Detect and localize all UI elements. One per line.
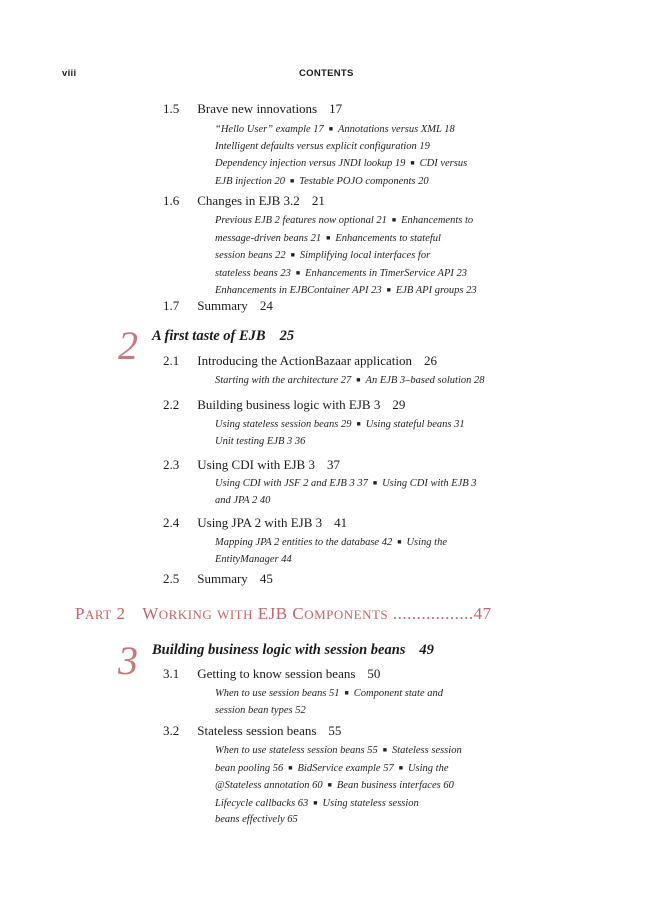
chapter-page: 25 bbox=[279, 328, 295, 344]
toc-section-1-5[interactable] bbox=[163, 100, 342, 118]
bullet-icon: ■ bbox=[391, 216, 397, 224]
toc-subtopics-2-4: Mapping JPA 2 entities to the database 42 ■ Using the EntityManager 44 bbox=[215, 537, 447, 565]
toc-section-2-5[interactable] bbox=[163, 570, 273, 588]
section-page: 37 bbox=[326, 457, 340, 472]
chapter-title: A first taste of EJB bbox=[152, 328, 266, 344]
section-page: 21 bbox=[311, 193, 325, 208]
section-page: 17 bbox=[329, 101, 343, 116]
toc-section-1-7[interactable] bbox=[163, 297, 273, 315]
toc-subtopics-1-6: Previous EJB 2 features now optional 21 ■ Enhancements to message-driven beans 21 ■ Enhancements to stateful session beans 22 ■ Simplifying local interfaces for stateless beans 23 ■ Enhancements in TimerService API 23 Enhancements in EJBContainer API 23 ■ EJB API groups 23 bbox=[215, 215, 477, 296]
section-number: 2.3 bbox=[163, 457, 180, 472]
toc-section-2-4[interactable] bbox=[163, 514, 347, 532]
section-number: 1.5 bbox=[163, 101, 180, 116]
toc-chapter-3[interactable] bbox=[152, 641, 434, 659]
section-page: 29 bbox=[392, 397, 406, 412]
section-number: 3.2 bbox=[163, 723, 180, 738]
section-page: 45 bbox=[259, 571, 273, 586]
toc-section-2-2[interactable] bbox=[163, 396, 405, 414]
section-title: Summary bbox=[197, 571, 248, 586]
bullet-icon: ■ bbox=[313, 798, 318, 807]
section-title: Changes in EJB 3.2 bbox=[197, 193, 300, 208]
section-number: 1.6 bbox=[163, 193, 180, 208]
toc-section-2-3[interactable] bbox=[163, 456, 340, 474]
toc-subtopics-2-1: Starting with the architecture 27 ■ An EJB 3–based solution 28 bbox=[215, 375, 485, 386]
section-page: 55 bbox=[328, 723, 342, 738]
toc-section-3-1[interactable] bbox=[163, 665, 380, 683]
bullet-icon: ■ bbox=[288, 763, 293, 772]
bullet-icon: ■ bbox=[397, 538, 402, 546]
bullet-icon: ■ bbox=[290, 251, 295, 259]
section-number: 2.5 bbox=[163, 571, 180, 586]
part-label: PART 2 bbox=[75, 604, 126, 623]
bullet-icon: ■ bbox=[398, 763, 403, 772]
section-title: Using CDI with EJB 3 bbox=[197, 457, 315, 472]
bullet-icon: ■ bbox=[356, 420, 361, 428]
section-number: 3.1 bbox=[163, 666, 180, 681]
bullet-icon: ■ bbox=[356, 376, 361, 384]
toc-subtopics-3-2: When to use stateless session beans 55 ■ Stateless session bean pooling 56 ■ BidService example 57 ■ Using the @Stateless annotation 60 ■ Bean business interfaces 60 Lifecycle callbacks 63 ■ Using stateless session beans effectively 65 bbox=[215, 745, 462, 825]
chapter-title: Building business logic with session beans bbox=[152, 642, 406, 658]
bullet-icon: ■ bbox=[344, 689, 349, 697]
section-number: 2.1 bbox=[163, 353, 180, 368]
page-number: viii bbox=[62, 68, 77, 79]
bullet-icon: ■ bbox=[372, 479, 378, 487]
toc-subtopics-1-5: “Hello User” example 17 ■ Annotations versus XML 18 Intelligent defaults versus explicit configuration 19 Dependency injection versus JNDI lookup 19 ■ CDI versus EJB injection 20 ■ Testable POJO components 20 bbox=[215, 124, 468, 187]
bullet-icon: ■ bbox=[326, 233, 331, 242]
section-title: Using JPA 2 with EJB 3 bbox=[197, 515, 323, 530]
bullet-icon: ■ bbox=[328, 125, 334, 133]
bullet-icon: ■ bbox=[289, 176, 295, 185]
toc-chapter-2[interactable] bbox=[152, 327, 294, 345]
section-number: 1.7 bbox=[163, 298, 180, 313]
chapter-page: 49 bbox=[419, 642, 434, 658]
chapter-number-2: 2 bbox=[118, 323, 138, 368]
toc-subtopics-2-3: Using CDI with JSF 2 and EJB 3 37 ■ Using CDI with EJB 3 and JPA 2 40 bbox=[215, 478, 477, 506]
section-page: 26 bbox=[424, 353, 438, 368]
bullet-icon: ■ bbox=[410, 159, 415, 167]
section-title: Getting to know session beans bbox=[197, 666, 356, 681]
bullet-icon: ■ bbox=[382, 746, 387, 754]
section-title: Introducing the ActionBazaar application bbox=[197, 353, 413, 368]
section-title: Summary bbox=[197, 298, 248, 313]
section-title: Stateless session beans bbox=[197, 723, 317, 738]
section-title: Brave new innovations bbox=[197, 101, 318, 116]
bullet-icon: ■ bbox=[327, 781, 332, 789]
section-number: 2.2 bbox=[163, 397, 180, 412]
toc-subtopics-2-2: Using stateless session beans 29 ■ Using stateful beans 31 Unit testing EJB 3 36 bbox=[215, 419, 465, 447]
toc-section-2-1[interactable] bbox=[163, 352, 437, 370]
part-title: WORKING WITH EJB COMPONENTS bbox=[142, 604, 389, 623]
toc-part-2[interactable] bbox=[75, 604, 492, 624]
toc-section-1-6[interactable] bbox=[163, 192, 325, 210]
section-page: 41 bbox=[334, 515, 348, 530]
toc-section-3-2[interactable] bbox=[163, 722, 341, 740]
bullet-icon: ■ bbox=[295, 268, 301, 277]
running-header: CONTENTS bbox=[299, 68, 354, 79]
bullet-icon: ■ bbox=[386, 286, 391, 294]
toc-subtopics-3-1: When to use session beans 51 ■ Component state and session bean types 52 bbox=[215, 688, 444, 716]
section-page: 24 bbox=[259, 298, 273, 313]
part-leader: ................. bbox=[388, 604, 474, 623]
section-number: 2.4 bbox=[163, 515, 180, 530]
part-page: 47 bbox=[473, 604, 492, 623]
chapter-number-3: 3 bbox=[118, 638, 138, 683]
section-title: Building business logic with EJB 3 bbox=[197, 397, 381, 412]
section-page: 50 bbox=[367, 666, 381, 681]
